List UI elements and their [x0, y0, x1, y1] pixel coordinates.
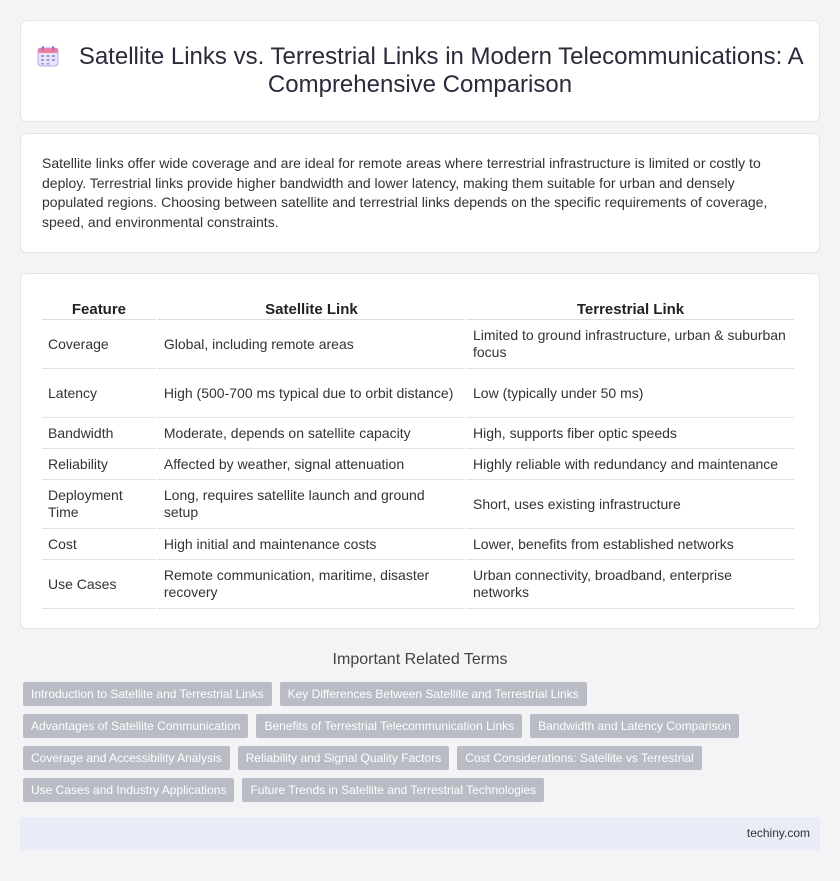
- related-term-tag[interactable]: Introduction to Satellite and Terrestrial Links: [23, 682, 272, 706]
- page-title: Satellite Links vs. Terrestrial Links in Modern Telecommunications: A Comprehensive Comparison: [78, 43, 804, 98]
- table-row: [42, 320, 794, 369]
- related-term-tag[interactable]: Reliability and Signal Quality Factors: [238, 746, 449, 770]
- tag-row: [23, 746, 823, 770]
- intro-card: [20, 133, 820, 253]
- related-term-tag[interactable]: Key Differences Between Satellite and Terrestrial Links: [280, 682, 587, 706]
- title-wrap: [21, 43, 819, 99]
- tag-row: [23, 714, 823, 738]
- cell-terrestrial: Lower, benefits from established networks: [467, 529, 794, 560]
- cell-satellite: High (500-700 ms typical due to orbit distance): [158, 369, 465, 418]
- related-term-tag[interactable]: Benefits of Terrestrial Telecommunication Links: [256, 714, 522, 738]
- table-row: [42, 449, 794, 480]
- cell-terrestrial: Low (typically under 50 ms): [467, 369, 794, 418]
- table-header-row: [42, 296, 794, 320]
- cell-terrestrial: Limited to ground infrastructure, urban & suburban focus: [467, 320, 794, 369]
- related-terms-title: Important Related Terms: [332, 651, 508, 668]
- cell-feature: Use Cases: [42, 560, 156, 609]
- footer-site[interactable]: techiny.com: [746, 826, 810, 840]
- cell-feature: Cost: [42, 529, 156, 560]
- table-row: [42, 529, 794, 560]
- cell-feature: Bandwidth: [42, 418, 156, 449]
- comparison-card: [20, 273, 820, 629]
- calendar-icon: [36, 44, 60, 68]
- cell-terrestrial: High, supports fiber optic speeds: [467, 418, 794, 449]
- related-term-tag[interactable]: Use Cases and Industry Applications: [23, 778, 234, 802]
- related-term-tag[interactable]: Future Trends in Satellite and Terrestrial Technologies: [242, 778, 544, 802]
- header-feature: Feature: [42, 296, 156, 320]
- cell-satellite: Affected by weather, signal attenuation: [158, 449, 465, 480]
- related-terms-list: [23, 682, 823, 810]
- cell-feature: Coverage: [42, 320, 156, 369]
- tag-row: [23, 682, 823, 706]
- comparison-table: [40, 296, 796, 609]
- footer: [20, 817, 820, 850]
- cell-satellite: High initial and maintenance costs: [158, 529, 465, 560]
- table-row: [42, 369, 794, 418]
- related-term-tag[interactable]: Coverage and Accessibility Analysis: [23, 746, 230, 770]
- title-card: [20, 20, 820, 122]
- table-row: [42, 480, 794, 529]
- related-term-tag[interactable]: Advantages of Satellite Communication: [23, 714, 248, 738]
- related-term-tag[interactable]: Cost Considerations: Satellite vs Terrestrial: [457, 746, 702, 770]
- header-satellite: Satellite Link: [158, 296, 465, 320]
- cell-satellite: Remote communication, maritime, disaster recovery: [158, 560, 465, 609]
- cell-terrestrial: Highly reliable with redundancy and maintenance: [467, 449, 794, 480]
- cell-satellite: Global, including remote areas: [158, 320, 465, 369]
- header-terrestrial: Terrestrial Link: [467, 296, 794, 320]
- cell-terrestrial: Urban connectivity, broadband, enterprise networks: [467, 560, 794, 609]
- cell-terrestrial: Short, uses existing infrastructure: [467, 480, 794, 529]
- cell-feature: Deployment Time: [42, 480, 156, 529]
- cell-satellite: Moderate, depends on satellite capacity: [158, 418, 465, 449]
- related-term-tag[interactable]: Bandwidth and Latency Comparison: [530, 714, 739, 738]
- cell-feature: Reliability: [42, 449, 156, 480]
- table-row: [42, 418, 794, 449]
- tag-row: [23, 778, 823, 802]
- intro-text: Satellite links offer wide coverage and are ideal for remote areas where terrestrial infrastructure is limited or costly to deploy. Terrestrial links provide higher bandwidth and lower latency, making them suitable for urban and densely populated regions. Choosing between satellite and terrestrial links depends on the specific requirements of coverage, speed, and environmental constraints.: [42, 155, 768, 230]
- table-row: [42, 560, 794, 609]
- cell-feature: Latency: [42, 369, 156, 418]
- cell-satellite: Long, requires satellite launch and ground setup: [158, 480, 465, 529]
